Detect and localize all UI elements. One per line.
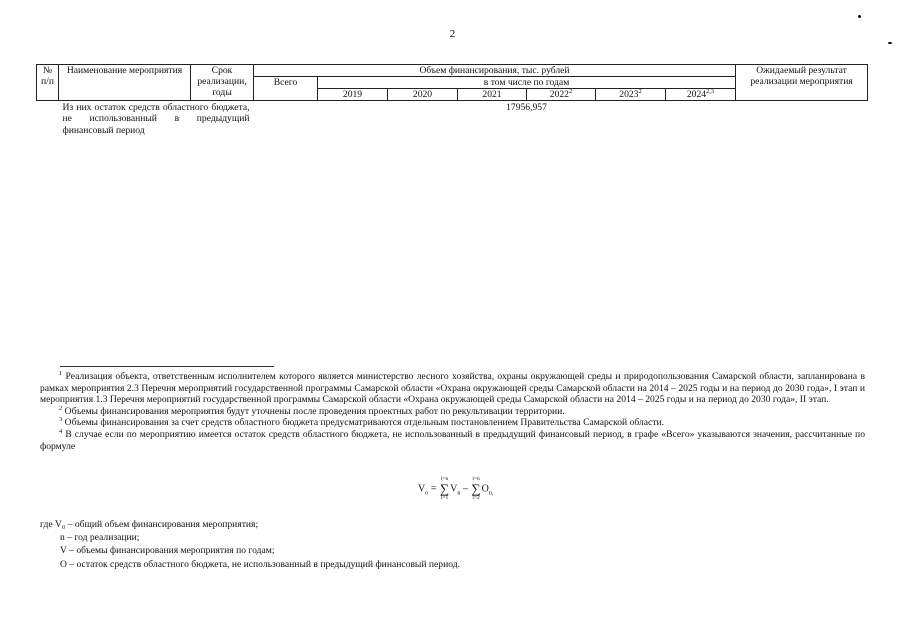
footnote-text: Объемы финансирования мероприятия будут уточнены после проведения проектных работ по рекультивации территории. [64,405,565,417]
sum2-upper-limit: i=n [472,476,480,482]
sigma-glyph: ∑ [471,481,481,496]
sigma-glyph: ∑ [439,481,450,496]
year-label: 2020 [412,89,433,100]
col-header-num: № п/п [37,65,59,101]
col-header-funding-group: Объем финансирования, тыс. рублей [254,65,736,77]
scan-speck [858,15,861,18]
footnote-text: Реализация объекта, ответственным исполнителем которого является министерство лесного хозяйства, охраны окружающей среды и природопользования Самарской области, запланирована в рамках мероприятия 2.3 Перечня мероприятий государственной программы Самарской области «Охрана окружающей среды Самарской области на 2014 – 2025 годы и на период до 2030 года», I этап и мероприятия 1.3 Перечня мероприятий государственной программы Самарской области «Охрана окружающей среды Самарской области на 2014 – 2025 годы и на период до 2030 года», II этап. [40,371,865,406]
year-label: 2021 [482,89,502,100]
footnote [40,371,865,406]
col-header-year [388,89,458,101]
year-footnote-mark: 2,3 [706,87,715,95]
footnotes [40,371,865,452]
row-2020 [388,101,458,138]
col-header-name: Наименование мероприятия [59,65,191,101]
year-label: 2023 [619,89,639,100]
col-header-total: Всего [254,77,318,101]
col-header-year [596,89,666,101]
year-label: 2022 [549,89,569,100]
year-footnote-mark: 2 [638,87,642,95]
sum2-lower-limit: i=2 [472,495,480,501]
formula-legend [40,518,460,571]
row-value-2021: 17956,957 [506,102,547,113]
formula-lhs-sub: o [425,490,429,497]
footnote-mark: 1 [59,369,63,377]
formula-term1: V [450,483,458,495]
col-header-by-years: в том числе по годам [318,77,736,89]
footnote-mark: 4 [59,427,63,435]
col-header-year [458,89,527,101]
year-label: 2024 [686,89,707,100]
financing-table [36,64,868,137]
table-row [37,101,868,138]
sum-symbol-2 [471,476,480,502]
legend-line: V – объемы финансирования мероприятия по годам; [60,545,275,557]
legend-line: где V₀ – общий объем финансирования мероприятия; [40,519,259,530]
footnote-mark: 2 [59,404,63,412]
formula-eq: = [430,483,437,495]
footnote-text: В случае если по мероприятию имеется остаток средств областного бюджета, не использованный в предыдущий финансовый период, в графе «Всего» указываются значения, рассчитанные по формуле [40,428,865,452]
formula-minus: – [462,483,468,495]
row-2023 [596,101,666,138]
footnote-mark: 3 [59,416,63,424]
formula-term2-sub: n, [488,490,494,497]
col-header-year [666,89,736,101]
footnote [40,406,865,418]
footnote [40,417,865,429]
formula-term2: O [481,483,489,495]
sum1-lower-limit: i=1 [440,495,449,501]
header-row-1 [37,65,868,77]
row-name: Из них остаток средств областного бюджета, не использованный в предыдущий финансовый период [62,102,250,136]
col-header-term: Срок реализации, годы [191,65,254,101]
footnote [40,429,865,452]
row-total [254,101,318,138]
year-label: 2019 [342,89,363,100]
page-number: 2 [449,28,456,40]
formula-term1-sub: n [457,490,461,497]
legend-line: n – год реализации; [60,532,140,544]
row-result [736,101,868,138]
col-header-result: Ожидаемый результат реализации мероприятия [736,65,868,101]
col-header-year [318,89,388,101]
legend-line: O – остаток средств областного бюджета, не использованный в предыдущий финансовый период. [60,558,461,570]
scan-speck [888,42,892,44]
formula-lhs: V [418,483,426,495]
sum-symbol-1 [440,476,449,502]
formula [418,476,493,502]
sum1-upper-limit: i=n [440,476,449,482]
year-footnote-mark: 2 [568,87,573,95]
row-2024 [666,101,736,138]
row-2019 [318,101,388,138]
col-header-year [527,89,596,101]
footnote-separator [60,366,274,367]
footnote-text: Объемы финансирования за счет средств областного бюджета предусматриваются отдельным постановлением Правительства Самарской области. [64,417,665,429]
